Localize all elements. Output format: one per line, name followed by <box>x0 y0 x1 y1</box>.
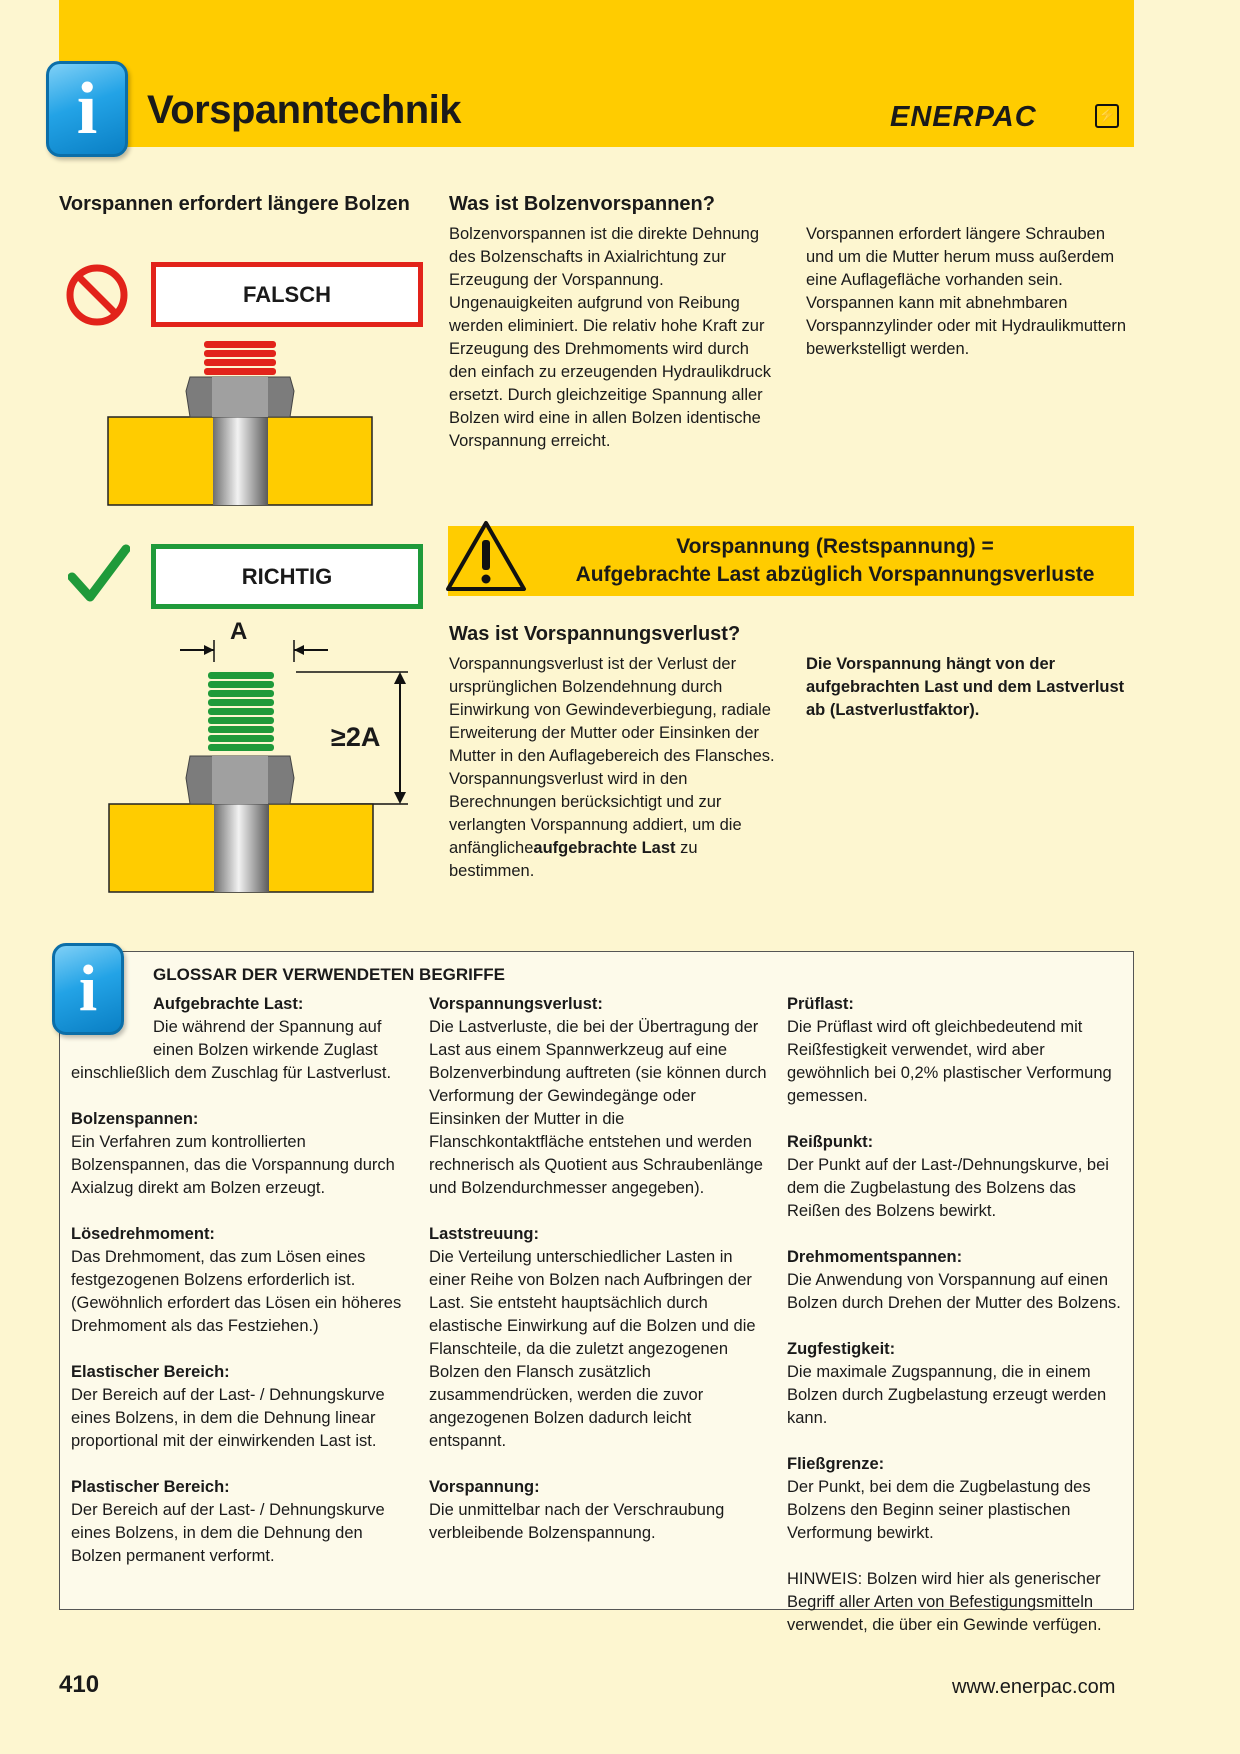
dimension-2a-label: ≥2A <box>331 722 381 752</box>
section2-text-main: Vorspannungsverlust ist der Verlust der ursprünglichen Bolzendehnung durch Einwirkung von Gewindeverbiegung, radiale Erweiterung der Mutter oder Einsinken der Mutter in den Auflagebereich des Flansches. Vorspannungsverlust wird in den Berechnungen berücksichtigt und zur verlangten Vorspannung addiert, um die anfängliche <box>449 655 775 857</box>
section2-text-col1 <box>449 653 779 883</box>
glossary-def: Die maximale Zugspannung, die in einem Bolzen durch Zugbelastung erzeugt werden kann. <box>787 1363 1107 1427</box>
warning-line2: Aufgebrachte Last abzüglich Vorspannungsverluste <box>575 563 1095 586</box>
glossary-col1 <box>71 993 411 1591</box>
glossary-note: HINWEIS: Bolzen wird hier als generischer Begriff aller Arten von Befestigungsmitteln verwendet, die über ein Gewinde verfügen. <box>787 1570 1102 1634</box>
glossary-term: Prüflast: <box>787 995 854 1013</box>
glossary-entry <box>71 1108 411 1200</box>
warning-line1: Vorspannung (Restspannung) = <box>676 535 994 558</box>
wrong-label: FALSCH <box>151 262 423 327</box>
glossary-def: Die Anwendung von Vorspannung auf einen Bolzen durch Drehen der Mutter des Bolzens. <box>787 1271 1121 1312</box>
glossary-entry <box>71 1223 411 1338</box>
glossary-term: Drehmomentspannen: <box>787 1248 963 1266</box>
glossary-def: Ein Verfahren zum kontrollierten Bolzenspannen, das die Vorspannung durch Axialzug direkt am Bolzen erzeugt. <box>71 1133 395 1197</box>
section1-text-col1: Bolzenvorspannen ist die direkte Dehnung des Bolzenschafts in Axialrichtung zur Erzeugung der Vorspannung. Ungenauigkeiten aufgrund von Reibung werden eliminiert. Die relativ hohe Kraft zur Erzeugung des Drehmoments wird durch den einfach zu erzeugenden Hydraulikdruck ersetzt. Durch gleichzeitige Spannung aller Bolzen wird eine in allen Bolzen identische Vorspannung erreicht. <box>449 225 771 450</box>
glossary-def: Die unmittelbar nach der Verschraubung verbleibende Bolzenspannung. <box>429 1501 725 1542</box>
glossary-term: Vorspannungsverlust: <box>429 995 603 1013</box>
info-icon: i <box>46 61 128 157</box>
glossary-entry <box>787 1338 1127 1430</box>
footer-url[interactable]: www.enerpac.com <box>952 1676 1116 1698</box>
glossary-entry <box>71 1361 411 1453</box>
glossary-entry <box>787 1246 1127 1315</box>
right-label: RICHTIG <box>151 544 423 609</box>
bolt-right-illustration <box>100 618 410 898</box>
glossary-col3 <box>787 993 1127 1660</box>
glossary-def: Der Punkt, bei dem die Zugbelastung des Bolzens den Beginn seiner plastischen Verformung bewirkt. <box>787 1478 1091 1542</box>
glossary-def: Die Lastverluste, die bei der Übertragung der Last aus einem Spannwerkzeug auf eine Bolzenverbindung auftreten (sie können durch Verformung der Gewindegänge oder Einsinken der Mutter in die Flanschkontaktfläche entstehen und werden rechnerisch als Quotient aus Schraubenlänge und Bolzendurchmesser angegeben). <box>429 1018 767 1197</box>
glossary-term: Vorspannung: <box>429 1478 540 1496</box>
glossary-term: Plastischer Bereich: <box>71 1478 230 1496</box>
warning-text <box>540 533 1130 589</box>
glossary-col2 <box>429 993 769 1568</box>
section2-text-bold: aufgebrachte Last <box>533 839 676 857</box>
glossary-term: Bolzenspannen: <box>71 1110 199 1128</box>
glossary-entry <box>71 993 411 1085</box>
glossary-def: Der Bereich auf der Last- / Dehnungskurve eines Bolzens, in dem die Dehnung linear proportional mit der einwirkenden Last ist. <box>71 1386 385 1450</box>
glossary-term: Zugfestigkeit: <box>787 1340 896 1358</box>
glossary-def: Der Bereich auf der Last- / Dehnungskurve eines Bolzens, in dem die Dehnung den Bolzen permanent verformt. <box>71 1501 385 1565</box>
glossary-title: GLOSSAR DER VERWENDETEN BEGRIFFE <box>153 965 505 984</box>
glossary-info-icon: i <box>52 943 124 1035</box>
prohibited-icon <box>64 262 130 328</box>
section2-text-col2: Die Vorspannung hängt von der aufgebrachten Last und dem Lastverlust ab (Lastverlustfaktor). <box>806 655 1125 719</box>
glossary-term: Aufgebrachte Last: <box>153 995 304 1013</box>
glossary-term: Reißpunkt: <box>787 1133 874 1151</box>
glossary-entry <box>787 1453 1127 1545</box>
warning-icon <box>443 518 529 594</box>
glossary-entry <box>787 993 1127 1108</box>
glossary-def: Die Verteilung unterschiedlicher Lasten in einer Reihe von Bolzen nach Aufbringen der Last. Sie entsteht hauptsächlich durch elastische Einwirkung auf die Bolzen und die Flanschteile, da die zuletzt angezogenen Bolzen den Flansch zusätzlich zusammendrücken, werden die zuvor angezogenen Bolzen dadurch leicht entspannt. <box>429 1248 756 1450</box>
glossary-term: Laststreuung: <box>429 1225 540 1243</box>
page-number: 410 <box>59 1671 100 1698</box>
bolt-wrong-illustration <box>100 335 380 510</box>
section1-text-col2: Vorspannen erfordert längere Schrauben und um die Mutter herum muss außerdem eine Auflagefläche vorhanden sein. Vorspannen kann mit abnehmbaren Vorspannzylinder oder mit Hydraulikmuttern bewerkstelligt werden. <box>806 225 1127 358</box>
glossary-def-indent: Die während der Spannung auf einen Bolzen wirkende Zuglast <box>153 1018 382 1059</box>
brand-logo: ENERPAC <box>890 101 1037 133</box>
page-title: Vorspanntechnik <box>147 88 462 132</box>
section2-heading: Was ist Vorspannungsverlust? <box>449 623 741 645</box>
glossary-def: einschließlich dem Zuschlag für Lastverlust. <box>71 1064 392 1082</box>
brand-mark-icon: ⚡ <box>1095 104 1119 128</box>
glossary-def: Der Punkt auf der Last-/Dehnungskurve, bei dem die Zugbelastung des Bolzens das Reißen des Bolzens bewirkt. <box>787 1156 1109 1220</box>
glossary-def: Das Drehmoment, das zum Lösen eines festgezogenen Bolzens erforderlich ist. (Gewöhnlich erfordert das Lösen ein höheres Drehmoment als das Festziehen.) <box>71 1248 402 1335</box>
glossary-entry <box>429 993 769 1200</box>
glossary-entry <box>429 1223 769 1453</box>
glossary-entry <box>429 1476 769 1545</box>
checkmark-icon <box>68 543 130 605</box>
glossary-term: Lösedrehmoment: <box>71 1225 215 1243</box>
glossary-term: Elastischer Bereich: <box>71 1363 230 1381</box>
glossary-entry <box>787 1131 1127 1223</box>
dimension-a-label: A <box>230 618 248 645</box>
left-heading: Vorspannen erfordert längere Bolzen <box>59 193 410 215</box>
section2-text-end: zu bestimmen. <box>449 839 698 880</box>
glossary-entry <box>71 1476 411 1568</box>
glossary-def: Die Prüflast wird oft gleichbedeutend mit Reißfestigkeit verwendet, wird aber gewöhnlich bei 0,2% plastischer Verformung gemessen. <box>787 1018 1112 1105</box>
glossary-term: Fließgrenze: <box>787 1455 885 1473</box>
section1-heading: Was ist Bolzenvorspannen? <box>449 193 715 215</box>
